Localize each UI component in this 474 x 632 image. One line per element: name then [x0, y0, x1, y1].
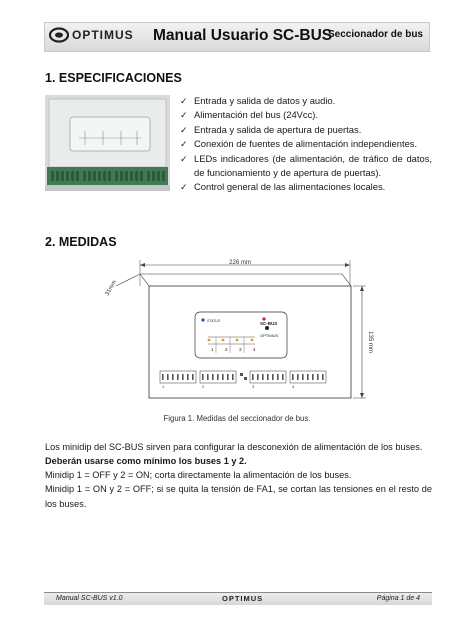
section-heading-specifications: 1. ESPECIFICACIONES [45, 71, 182, 85]
footer-page-number: Página 1 de 4 [376, 595, 420, 602]
switch-number: 1 [211, 347, 214, 352]
device-model-label: SC-BUS [260, 321, 278, 326]
body-paragraph-minidip-off-on: Minidip 1 = OFF y 2 = ON; corta directamente la alimentación de los buses. [45, 470, 352, 480]
device-photo [45, 95, 170, 191]
header-section-label: Seccionador de bus [327, 29, 423, 40]
bus-number: 3 [252, 384, 255, 389]
checkmark-icon: ✓ [180, 153, 188, 164]
body-paragraph-minidip-on-off: Minidip 1 = ON y 2 = OFF; si se quita la tensión de FA1, se cortan las tensiones en el resto de los buses. [45, 484, 432, 509]
bus-number: 4 [292, 384, 295, 389]
width-dimension-label: 226 mm [229, 260, 251, 266]
checkmark-icon: ✓ [180, 124, 188, 135]
checkmark-icon: ✓ [180, 182, 188, 193]
page-footer [44, 592, 432, 605]
switch-number: 2 [225, 347, 228, 352]
checkmark-icon: ✓ [180, 96, 188, 106]
spec-item: ✓ Entrada y salida de apertura de puertas. [180, 123, 432, 137]
spec-item: ✓ Control general de las alimentaciones locales. [180, 180, 432, 194]
footer-document-version: Manual SC-BUS v1.0 [56, 595, 123, 602]
switch-number: 3 [239, 347, 242, 352]
spec-item: ✓ Conexión de fuentes de alimentación independientes. [180, 137, 432, 151]
specifications-list [180, 94, 432, 195]
spec-item: ✓ LEDs indicadores (de alimentación, de tráfico de datos, de funcionamiento y de apertura de puertas). [180, 152, 432, 179]
optimus-logo-icon [49, 27, 69, 43]
bus-number: 1 [162, 384, 165, 389]
body-paragraph-minimum-buses: Deberán usarse como mínimo los buses 1 y 2. [45, 456, 247, 466]
status-led-label: STATUS [207, 319, 221, 323]
figure-caption: Figura 1. Medidas del seccionador de bus. [163, 414, 311, 423]
device-brand-label: OPTIMUS [260, 333, 279, 338]
depth-dimension-label: 31mm [104, 279, 119, 297]
height-dimension-label: 135 mm [367, 331, 373, 353]
footer-logo-text: OPTIMUS [222, 594, 264, 603]
spec-item: ✓ Alimentación del bus (24Vcc). [180, 108, 432, 122]
logo-text: OPTIMUS [72, 28, 134, 42]
switch-number: 4 [253, 347, 256, 352]
checkmark-icon: ✓ [180, 110, 188, 121]
page-header [44, 22, 430, 52]
body-paragraph-minidip: Los minidip del SC-BUS sirven para configurar la desconexión de alimentación de los buses. [45, 442, 423, 452]
brand-logo [49, 27, 134, 43]
spec-item: ✓ Entrada y salida de datos y audio. [180, 94, 432, 108]
bus-number: 2 [202, 384, 205, 389]
section-heading-measures: 2. MEDIDAS [45, 235, 117, 249]
dimension-drawing [92, 256, 392, 411]
document-title: Manual Usuario SC-BUS [153, 27, 333, 44]
checkmark-icon: ✓ [180, 139, 188, 150]
